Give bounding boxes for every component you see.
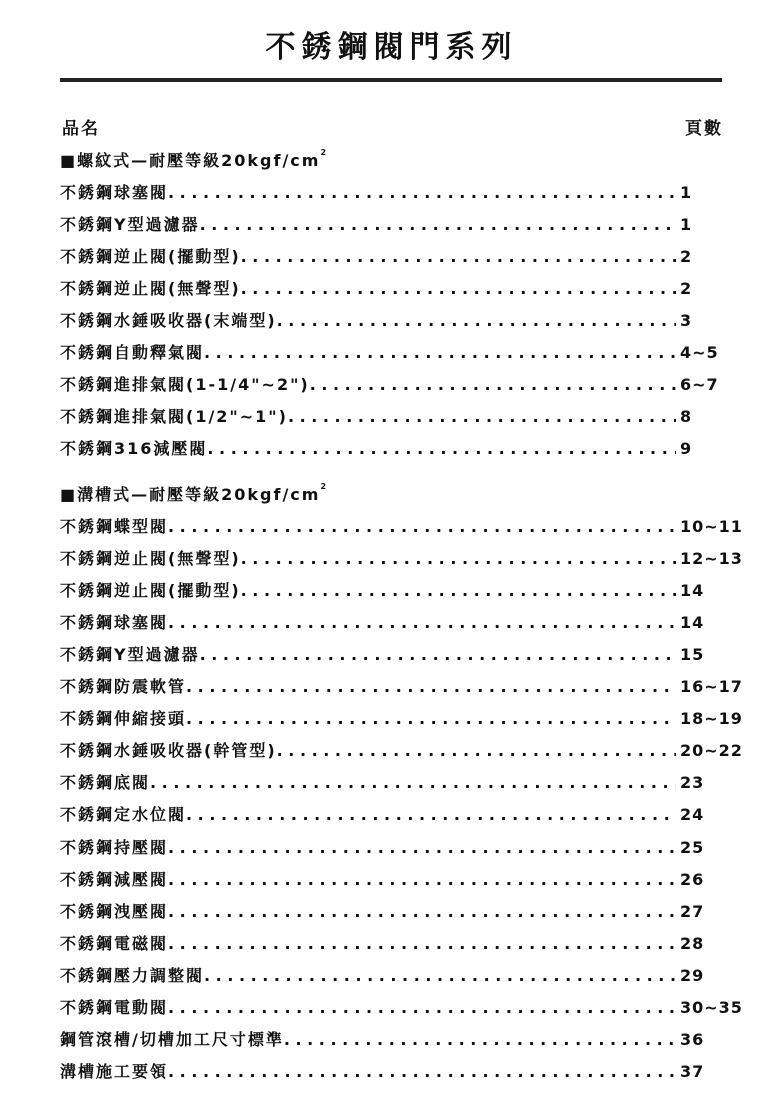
dot-leader <box>168 183 676 202</box>
entry-label: 不銹鋼電磁閥 <box>60 933 169 953</box>
entry-page: 1 <box>680 215 693 235</box>
toc-entry[interactable] <box>60 1027 742 1049</box>
entry-page: 2 <box>680 279 693 299</box>
dot-leader <box>277 311 676 330</box>
toc-entry[interactable] <box>60 610 742 632</box>
toc-entry[interactable] <box>60 436 742 458</box>
entry-label: 不銹鋼底閥 <box>60 773 151 793</box>
entry-label: 不銹鋼自動釋氣閥 <box>60 343 205 363</box>
dot-leader <box>168 902 676 921</box>
dot-leader <box>241 279 676 298</box>
dot-leader <box>241 581 676 600</box>
dot-leader <box>186 805 676 824</box>
dot-leader <box>207 439 676 458</box>
entry-label: 不銹鋼減壓閥 <box>60 869 169 889</box>
entry-label: 不銹鋼水錘吸收器(末端型) <box>60 311 277 331</box>
entry-label: 不銹鋼防震軟管 <box>60 677 187 697</box>
toc-entry[interactable] <box>60 212 742 234</box>
section-heading-text: ■溝槽式—耐壓等級20kgf/cm <box>60 485 321 504</box>
dot-leader <box>168 1062 676 1081</box>
column-header-page: 頁數 <box>685 119 723 139</box>
entry-label: 不銹鋼球塞閥 <box>60 613 169 633</box>
entry-page: 4~5 <box>680 343 719 363</box>
entry-page: 12~13 <box>680 549 743 569</box>
toc-entry[interactable] <box>60 642 742 664</box>
dot-leader <box>204 966 676 985</box>
entry-page: 16~17 <box>680 677 743 697</box>
entry-page: 3 <box>680 311 693 331</box>
toc-entry[interactable] <box>60 802 742 824</box>
dot-leader <box>186 677 676 696</box>
dot-leader <box>168 517 676 536</box>
entry-label: 不銹鋼Y型過濾器 <box>60 645 200 665</box>
entry-label: 不銹鋼逆止閥(無聲型) <box>60 549 241 569</box>
entry-page: 8 <box>680 407 693 427</box>
toc-entry[interactable] <box>60 276 742 298</box>
entry-page: 36 <box>680 1029 705 1049</box>
page-title: 不銹鋼閥門系列 <box>265 30 518 65</box>
toc-entry[interactable] <box>60 514 742 536</box>
entry-label: 鋼管滾槽/切槽加工尺寸標準 <box>60 1029 284 1049</box>
toc-entry[interactable] <box>60 738 742 760</box>
title-divider <box>60 78 722 82</box>
dot-leader <box>168 613 676 632</box>
dot-leader <box>277 741 676 760</box>
toc-entry[interactable] <box>60 931 742 953</box>
entry-page: 25 <box>680 837 705 857</box>
column-header-name: 品名 <box>62 119 100 139</box>
toc-entry[interactable] <box>60 180 742 202</box>
entry-label: 不銹鋼逆止閥(擺動型) <box>60 247 241 267</box>
entry-page: 18~19 <box>680 709 743 729</box>
entry-label: 不銹鋼持壓閥 <box>60 837 169 857</box>
entry-page: 14 <box>680 613 705 633</box>
toc-entry[interactable] <box>60 835 742 857</box>
section-heading-text: ■螺紋式—耐壓等級20kgf/cm <box>60 151 321 170</box>
toc-entry[interactable] <box>60 372 742 394</box>
dot-leader <box>288 407 676 426</box>
entry-page: 26 <box>680 869 705 889</box>
entry-label: 不銹鋼伸縮接頭 <box>60 709 187 729</box>
dot-leader <box>204 343 676 362</box>
toc-entry[interactable] <box>60 578 742 600</box>
toc-entry[interactable] <box>60 770 742 792</box>
toc-entry[interactable] <box>60 995 742 1017</box>
toc-entry[interactable] <box>60 546 742 568</box>
toc-entry[interactable] <box>60 706 742 728</box>
entry-page: 2 <box>680 247 693 267</box>
entry-label: 不銹鋼進排氣閥(1/2"~1") <box>60 407 288 427</box>
entry-page: 23 <box>680 773 705 793</box>
entry-page: 9 <box>680 439 693 459</box>
entry-label: 溝槽施工要領 <box>60 1061 169 1081</box>
dot-leader <box>200 215 676 234</box>
entry-page: 24 <box>680 805 705 825</box>
entry-page: 37 <box>680 1061 705 1081</box>
toc-entry[interactable] <box>60 404 742 426</box>
entry-label: 不銹鋼蝶型閥 <box>60 517 169 536</box>
dot-leader <box>150 773 676 792</box>
entry-label: 不銹鋼逆止閥(擺動型) <box>60 581 241 601</box>
toc-entry[interactable] <box>60 674 742 696</box>
entry-page: 6~7 <box>680 375 719 395</box>
toc-entry[interactable] <box>60 308 742 330</box>
dot-leader <box>310 375 676 394</box>
dot-leader <box>241 549 676 568</box>
dot-leader <box>284 1030 676 1049</box>
toc-entry[interactable] <box>60 899 742 921</box>
toc-entry[interactable] <box>60 867 742 889</box>
entry-page: 20~22 <box>680 741 743 761</box>
dot-leader <box>200 645 676 664</box>
entry-page: 10~11 <box>680 517 743 536</box>
entry-label: 不銹鋼球塞閥 <box>60 183 169 202</box>
entry-label: 不銹鋼電動閥 <box>60 997 169 1017</box>
entry-page: 28 <box>680 933 705 953</box>
dot-leader <box>168 998 676 1017</box>
entry-label: 不銹鋼洩壓閥 <box>60 901 169 921</box>
entry-label: 不銹鋼定水位閥 <box>60 805 187 825</box>
entry-page: 15 <box>680 645 705 665</box>
superscript: 2 <box>320 148 327 157</box>
entry-label: 不銹鋼Y型過濾器 <box>60 215 200 235</box>
superscript: 2 <box>320 482 327 491</box>
dot-leader <box>241 247 676 266</box>
toc-entry[interactable] <box>60 340 742 362</box>
toc-entry[interactable] <box>60 244 742 266</box>
entry-page: 30~35 <box>680 997 743 1017</box>
section-heading <box>60 482 326 505</box>
section-heading <box>60 148 326 171</box>
entry-label: 不銹鋼316減壓閥 <box>60 439 208 459</box>
entry-page: 29 <box>680 965 705 985</box>
entry-page: 27 <box>680 901 705 921</box>
dot-leader <box>168 870 676 889</box>
entry-label: 不銹鋼壓力調整閥 <box>60 965 205 985</box>
entry-label: 不銹鋼逆止閥(無聲型) <box>60 279 241 299</box>
toc-entry[interactable] <box>60 1059 742 1081</box>
entry-label: 不銹鋼水錘吸收器(幹管型) <box>60 741 277 761</box>
entry-page: 14 <box>680 581 705 601</box>
dot-leader <box>168 838 676 857</box>
entry-label: 不銹鋼進排氣閥(1-1/4"~2") <box>60 375 310 395</box>
entry-page: 1 <box>680 183 693 202</box>
toc-entry[interactable] <box>60 963 742 985</box>
dot-leader <box>168 934 676 953</box>
dot-leader <box>186 709 676 728</box>
